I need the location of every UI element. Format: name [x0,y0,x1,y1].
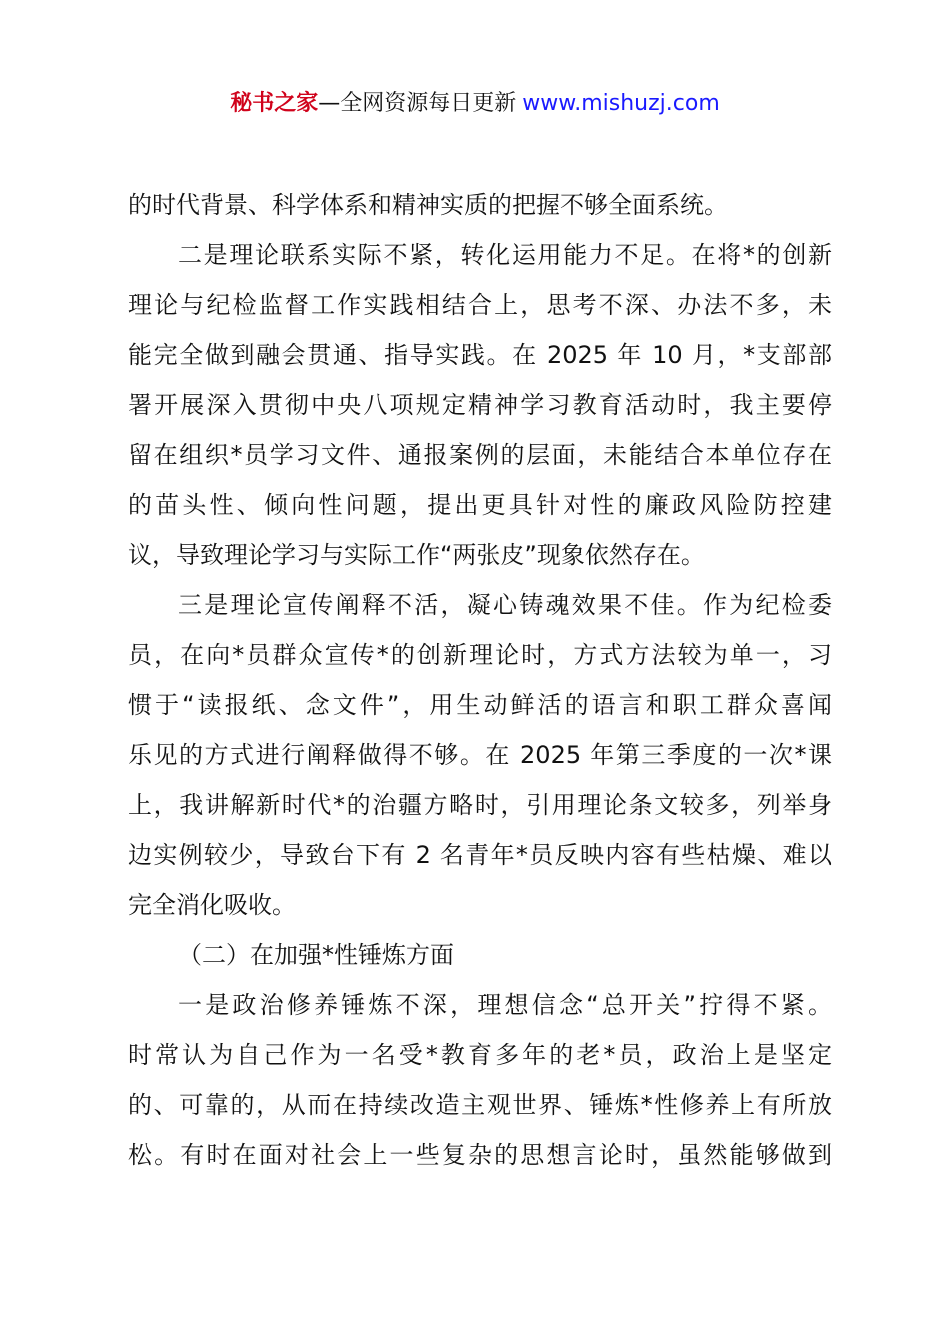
document-body [128,180,832,1180]
body-line: 的时代背景、科学体系和精神实质的把握不够全面系统。 [128,191,728,219]
body-line: 员，在向*员群众宣传*的创新理论时，方式方法较为单一，习 [128,641,832,669]
paragraph-start-line: 二是理论联系实际不紧，转化运用能力不足。在将*的创新 [178,241,832,269]
brand-name: 秘书之家 [230,91,319,116]
body-line: 上，我讲解新时代*的治疆方略时，引用理论条文较多，列举身 [128,791,832,819]
body-line: 理论与纪检监督工作实践相结合上，思考不深、办法不多，未 [128,291,832,319]
body-line: 能完全做到融会贯通、指导实践。在 2025 年 10 月，*支部部 [128,341,832,369]
paragraph-start-line: 三是理论宣传阐释不活，凝心铸魂效果不佳。作为纪检委 [178,591,832,619]
page-header [0,88,950,120]
body-line: 署开展深入贯彻中央八项规定精神学习教育活动时，我主要停 [128,391,832,419]
body-line: 惯于“读报纸、念文件”，用生动鲜活的语言和职工群众喜闻 [128,691,832,719]
section-heading: （二）在加强*性锤炼方面 [178,941,454,969]
body-line: 松。有时在面对社会上一些复杂的思想言论时，虽然能够做到 [128,1141,832,1169]
body-line: 议，导致理论学习与实际工作“两张皮”现象依然存在。 [128,541,705,569]
site-url-link[interactable]: www.mishuzj.com [522,91,720,116]
body-line: 的、可靠的，从而在持续改造主观世界、锤炼*性修养上有所放 [128,1091,832,1119]
header-slogan: —全网资源每日更新 [318,91,517,116]
body-line: 完全消化吸收。 [128,891,296,919]
body-line: 时常认为自己作为一名受*教育多年的老*员，政治上是坚定 [128,1041,832,1069]
body-line: 留在组织*员学习文件、通报案例的层面，未能结合本单位存在 [128,441,832,469]
paragraph-start-line: 一是政治修养锤炼不深，理想信念“总开关”拧得不紧。 [178,991,832,1019]
body-line: 边实例较少，导致台下有 2 名青年*员反映内容有些枯燥、难以 [128,841,832,869]
body-line: 的苗头性、倾向性问题，提出更具针对性的廉政风险防控建 [128,491,832,519]
body-line: 乐见的方式进行阐释做得不够。在 2025 年第三季度的一次*课 [128,741,832,769]
